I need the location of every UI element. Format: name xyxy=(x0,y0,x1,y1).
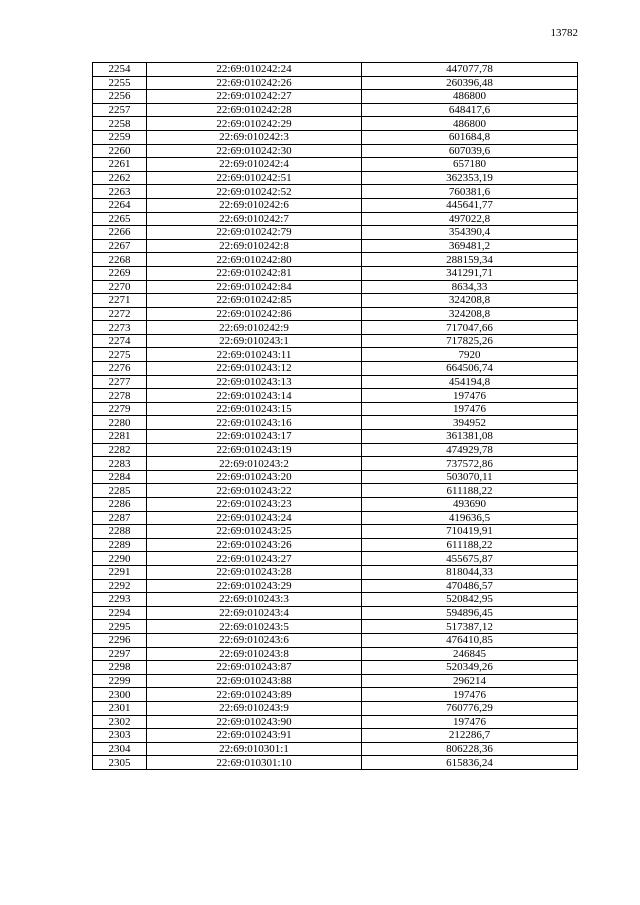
row-number-cell: 2296 xyxy=(93,633,147,647)
value-cell: 296214 xyxy=(362,674,578,688)
table-row xyxy=(93,647,578,661)
table-row xyxy=(93,280,578,294)
value-cell: 197476 xyxy=(362,688,578,702)
table-row xyxy=(93,334,578,348)
cadastral-number-cell: 22:69:010243:27 xyxy=(147,552,362,566)
table-row xyxy=(93,239,578,253)
row-number-cell: 2268 xyxy=(93,253,147,267)
value-cell: 197476 xyxy=(362,715,578,729)
row-number-cell: 2277 xyxy=(93,375,147,389)
value-cell: 717047,66 xyxy=(362,321,578,335)
cadastral-number-cell: 22:69:010242:28 xyxy=(147,103,362,117)
value-cell: 517387,12 xyxy=(362,620,578,634)
value-cell: 486800 xyxy=(362,90,578,104)
row-number-cell: 2264 xyxy=(93,198,147,212)
value-cell: 246845 xyxy=(362,647,578,661)
value-cell: 607039,6 xyxy=(362,144,578,158)
cadastral-number-cell: 22:69:010243:88 xyxy=(147,674,362,688)
row-number-cell: 2279 xyxy=(93,402,147,416)
cadastral-number-cell: 22:69:010242:7 xyxy=(147,212,362,226)
cadastral-number-cell: 22:69:010243:16 xyxy=(147,416,362,430)
row-number-cell: 2301 xyxy=(93,701,147,715)
cadastral-number-cell: 22:69:010242:80 xyxy=(147,253,362,267)
row-number-cell: 2274 xyxy=(93,334,147,348)
cadastral-number-cell: 22:69:010243:28 xyxy=(147,565,362,579)
value-cell: 493690 xyxy=(362,498,578,512)
value-cell: 737572,86 xyxy=(362,457,578,471)
cadastral-number-cell: 22:69:010242:6 xyxy=(147,198,362,212)
table-row xyxy=(93,688,578,702)
cadastral-number-cell: 22:69:010242:86 xyxy=(147,307,362,321)
value-cell: 520842,95 xyxy=(362,593,578,607)
table-row xyxy=(93,742,578,756)
cadastral-number-cell: 22:69:010301:1 xyxy=(147,742,362,756)
value-cell: 212286,7 xyxy=(362,729,578,743)
table-row xyxy=(93,484,578,498)
page-number: 13782 xyxy=(550,27,578,39)
value-cell: 601684,8 xyxy=(362,130,578,144)
row-number-cell: 2260 xyxy=(93,144,147,158)
table-row xyxy=(93,348,578,362)
row-number-cell: 2303 xyxy=(93,729,147,743)
value-cell: 520349,26 xyxy=(362,661,578,675)
table-body xyxy=(93,63,578,770)
value-cell: 197476 xyxy=(362,389,578,403)
table-row xyxy=(93,144,578,158)
value-cell: 503070,11 xyxy=(362,470,578,484)
cadastral-number-cell: 22:69:010242:81 xyxy=(147,266,362,280)
cadastral-number-cell: 22:69:010243:2 xyxy=(147,457,362,471)
value-cell: 710419,91 xyxy=(362,525,578,539)
table-row xyxy=(93,593,578,607)
table-row xyxy=(93,729,578,743)
table-row xyxy=(93,103,578,117)
row-number-cell: 2270 xyxy=(93,280,147,294)
cadastral-number-cell: 22:69:010243:4 xyxy=(147,606,362,620)
value-cell: 369481,2 xyxy=(362,239,578,253)
table-row xyxy=(93,362,578,376)
row-number-cell: 2267 xyxy=(93,239,147,253)
table-row xyxy=(93,416,578,430)
value-cell: 648417,6 xyxy=(362,103,578,117)
row-number-cell: 2276 xyxy=(93,362,147,376)
row-number-cell: 2288 xyxy=(93,525,147,539)
cadastral-number-cell: 22:69:010243:22 xyxy=(147,484,362,498)
row-number-cell: 2271 xyxy=(93,294,147,308)
cadastral-number-cell: 22:69:010243:23 xyxy=(147,498,362,512)
table-row xyxy=(93,90,578,104)
cadastral-number-cell: 22:69:010243:24 xyxy=(147,511,362,525)
value-cell: 657180 xyxy=(362,158,578,172)
value-cell: 445641,77 xyxy=(362,198,578,212)
row-number-cell: 2305 xyxy=(93,756,147,770)
row-number-cell: 2297 xyxy=(93,647,147,661)
table-row xyxy=(93,212,578,226)
value-cell: 611188,22 xyxy=(362,538,578,552)
table-row xyxy=(93,538,578,552)
value-cell: 324208,8 xyxy=(362,294,578,308)
row-number-cell: 2254 xyxy=(93,63,147,77)
table-row xyxy=(93,307,578,321)
row-number-cell: 2272 xyxy=(93,307,147,321)
value-cell: 611188,22 xyxy=(362,484,578,498)
cadastral-number-cell: 22:69:010243:12 xyxy=(147,362,362,376)
table-row xyxy=(93,130,578,144)
cadastral-number-cell: 22:69:010243:29 xyxy=(147,579,362,593)
row-number-cell: 2299 xyxy=(93,674,147,688)
value-cell: 454194,8 xyxy=(362,375,578,389)
cadastral-number-cell: 22:69:010242:85 xyxy=(147,294,362,308)
value-cell: 470486,57 xyxy=(362,579,578,593)
cadastral-number-cell: 22:69:010242:79 xyxy=(147,226,362,240)
value-cell: 664506,74 xyxy=(362,362,578,376)
cadastral-number-cell: 22:69:010242:51 xyxy=(147,171,362,185)
cadastral-number-cell: 22:69:010243:90 xyxy=(147,715,362,729)
cadastral-number-cell: 22:69:010243:19 xyxy=(147,443,362,457)
table-row xyxy=(93,620,578,634)
cadastral-number-cell: 22:69:010242:52 xyxy=(147,185,362,199)
table-row xyxy=(93,579,578,593)
row-number-cell: 2285 xyxy=(93,484,147,498)
table-row xyxy=(93,552,578,566)
value-cell: 354390,4 xyxy=(362,226,578,240)
row-number-cell: 2284 xyxy=(93,470,147,484)
row-number-cell: 2263 xyxy=(93,185,147,199)
cadastral-number-cell: 22:69:010243:6 xyxy=(147,633,362,647)
table-row xyxy=(93,253,578,267)
cadastral-number-cell: 22:69:010243:87 xyxy=(147,661,362,675)
row-number-cell: 2291 xyxy=(93,565,147,579)
table-row xyxy=(93,185,578,199)
row-number-cell: 2300 xyxy=(93,688,147,702)
table-row xyxy=(93,294,578,308)
cadastral-number-cell: 22:69:010242:29 xyxy=(147,117,362,131)
table-row xyxy=(93,457,578,471)
value-cell: 594896,45 xyxy=(362,606,578,620)
table-row xyxy=(93,430,578,444)
table-row xyxy=(93,158,578,172)
value-cell: 260396,48 xyxy=(362,76,578,90)
cadastral-number-cell: 22:69:010243:25 xyxy=(147,525,362,539)
value-cell: 476410,85 xyxy=(362,633,578,647)
row-number-cell: 2269 xyxy=(93,266,147,280)
row-number-cell: 2261 xyxy=(93,158,147,172)
row-number-cell: 2289 xyxy=(93,538,147,552)
value-cell: 474929,78 xyxy=(362,443,578,457)
row-number-cell: 2302 xyxy=(93,715,147,729)
table-row xyxy=(93,198,578,212)
row-number-cell: 2287 xyxy=(93,511,147,525)
row-number-cell: 2255 xyxy=(93,76,147,90)
value-cell: 760776,29 xyxy=(362,701,578,715)
table-row xyxy=(93,76,578,90)
cadastral-number-cell: 22:69:010243:9 xyxy=(147,701,362,715)
table-row xyxy=(93,266,578,280)
value-cell: 324208,8 xyxy=(362,307,578,321)
cadastral-number-cell: 22:69:010243:11 xyxy=(147,348,362,362)
row-number-cell: 2280 xyxy=(93,416,147,430)
value-cell: 486800 xyxy=(362,117,578,131)
table-row xyxy=(93,674,578,688)
table-row xyxy=(93,565,578,579)
row-number-cell: 2283 xyxy=(93,457,147,471)
table-row xyxy=(93,375,578,389)
row-number-cell: 2295 xyxy=(93,620,147,634)
row-number-cell: 2273 xyxy=(93,321,147,335)
value-cell: 455675,87 xyxy=(362,552,578,566)
value-cell: 615836,24 xyxy=(362,756,578,770)
value-cell: 806228,36 xyxy=(362,742,578,756)
cadastral-number-cell: 22:69:010243:15 xyxy=(147,402,362,416)
row-number-cell: 2266 xyxy=(93,226,147,240)
cadastral-number-cell: 22:69:010243:91 xyxy=(147,729,362,743)
row-number-cell: 2278 xyxy=(93,389,147,403)
value-cell: 818044,33 xyxy=(362,565,578,579)
value-cell: 497022,8 xyxy=(362,212,578,226)
row-number-cell: 2257 xyxy=(93,103,147,117)
cadastral-number-cell: 22:69:010242:84 xyxy=(147,280,362,294)
row-number-cell: 2258 xyxy=(93,117,147,131)
table-row xyxy=(93,402,578,416)
value-cell: 8634,33 xyxy=(362,280,578,294)
table-row xyxy=(93,226,578,240)
table-row xyxy=(93,606,578,620)
cadastral-number-cell: 22:69:010242:27 xyxy=(147,90,362,104)
cadastral-value-table xyxy=(92,62,578,770)
value-cell: 717825,26 xyxy=(362,334,578,348)
table-row xyxy=(93,701,578,715)
cadastral-number-cell: 22:69:010242:8 xyxy=(147,239,362,253)
value-cell: 447077,78 xyxy=(362,63,578,77)
value-cell: 394952 xyxy=(362,416,578,430)
value-cell: 288159,34 xyxy=(362,253,578,267)
cadastral-number-cell: 22:69:010242:24 xyxy=(147,63,362,77)
cadastral-number-cell: 22:69:010242:26 xyxy=(147,76,362,90)
row-number-cell: 2282 xyxy=(93,443,147,457)
cadastral-number-cell: 22:69:010243:20 xyxy=(147,470,362,484)
table-row xyxy=(93,715,578,729)
cadastral-number-cell: 22:69:010242:30 xyxy=(147,144,362,158)
table-row xyxy=(93,661,578,675)
row-number-cell: 2265 xyxy=(93,212,147,226)
cadastral-number-cell: 22:69:010242:4 xyxy=(147,158,362,172)
row-number-cell: 2292 xyxy=(93,579,147,593)
cadastral-number-cell: 22:69:010243:13 xyxy=(147,375,362,389)
cadastral-number-cell: 22:69:010243:8 xyxy=(147,647,362,661)
table-row xyxy=(93,389,578,403)
value-cell: 362353,19 xyxy=(362,171,578,185)
table-row xyxy=(93,321,578,335)
row-number-cell: 2293 xyxy=(93,593,147,607)
value-cell: 361381,08 xyxy=(362,430,578,444)
table-row xyxy=(93,756,578,770)
row-number-cell: 2256 xyxy=(93,90,147,104)
row-number-cell: 2290 xyxy=(93,552,147,566)
row-number-cell: 2262 xyxy=(93,171,147,185)
row-number-cell: 2298 xyxy=(93,661,147,675)
cadastral-number-cell: 22:69:010242:9 xyxy=(147,321,362,335)
cadastral-number-cell: 22:69:010243:89 xyxy=(147,688,362,702)
table-row xyxy=(93,633,578,647)
table-row xyxy=(93,498,578,512)
table-row xyxy=(93,511,578,525)
row-number-cell: 2281 xyxy=(93,430,147,444)
cadastral-number-cell: 22:69:010243:1 xyxy=(147,334,362,348)
value-cell: 419636,5 xyxy=(362,511,578,525)
table-row xyxy=(93,171,578,185)
table-row xyxy=(93,63,578,77)
cadastral-number-cell: 22:69:010301:10 xyxy=(147,756,362,770)
table-row xyxy=(93,443,578,457)
cadastral-number-cell: 22:69:010243:14 xyxy=(147,389,362,403)
table-row xyxy=(93,117,578,131)
value-cell: 197476 xyxy=(362,402,578,416)
value-cell: 760381,6 xyxy=(362,185,578,199)
cadastral-number-cell: 22:69:010243:17 xyxy=(147,430,362,444)
cadastral-number-cell: 22:69:010242:3 xyxy=(147,130,362,144)
table-row xyxy=(93,525,578,539)
cadastral-number-cell: 22:69:010243:26 xyxy=(147,538,362,552)
row-number-cell: 2304 xyxy=(93,742,147,756)
row-number-cell: 2275 xyxy=(93,348,147,362)
row-number-cell: 2286 xyxy=(93,498,147,512)
cadastral-number-cell: 22:69:010243:5 xyxy=(147,620,362,634)
cadastral-number-cell: 22:69:010243:3 xyxy=(147,593,362,607)
row-number-cell: 2294 xyxy=(93,606,147,620)
table-row xyxy=(93,470,578,484)
row-number-cell: 2259 xyxy=(93,130,147,144)
value-cell: 341291,71 xyxy=(362,266,578,280)
value-cell: 7920 xyxy=(362,348,578,362)
